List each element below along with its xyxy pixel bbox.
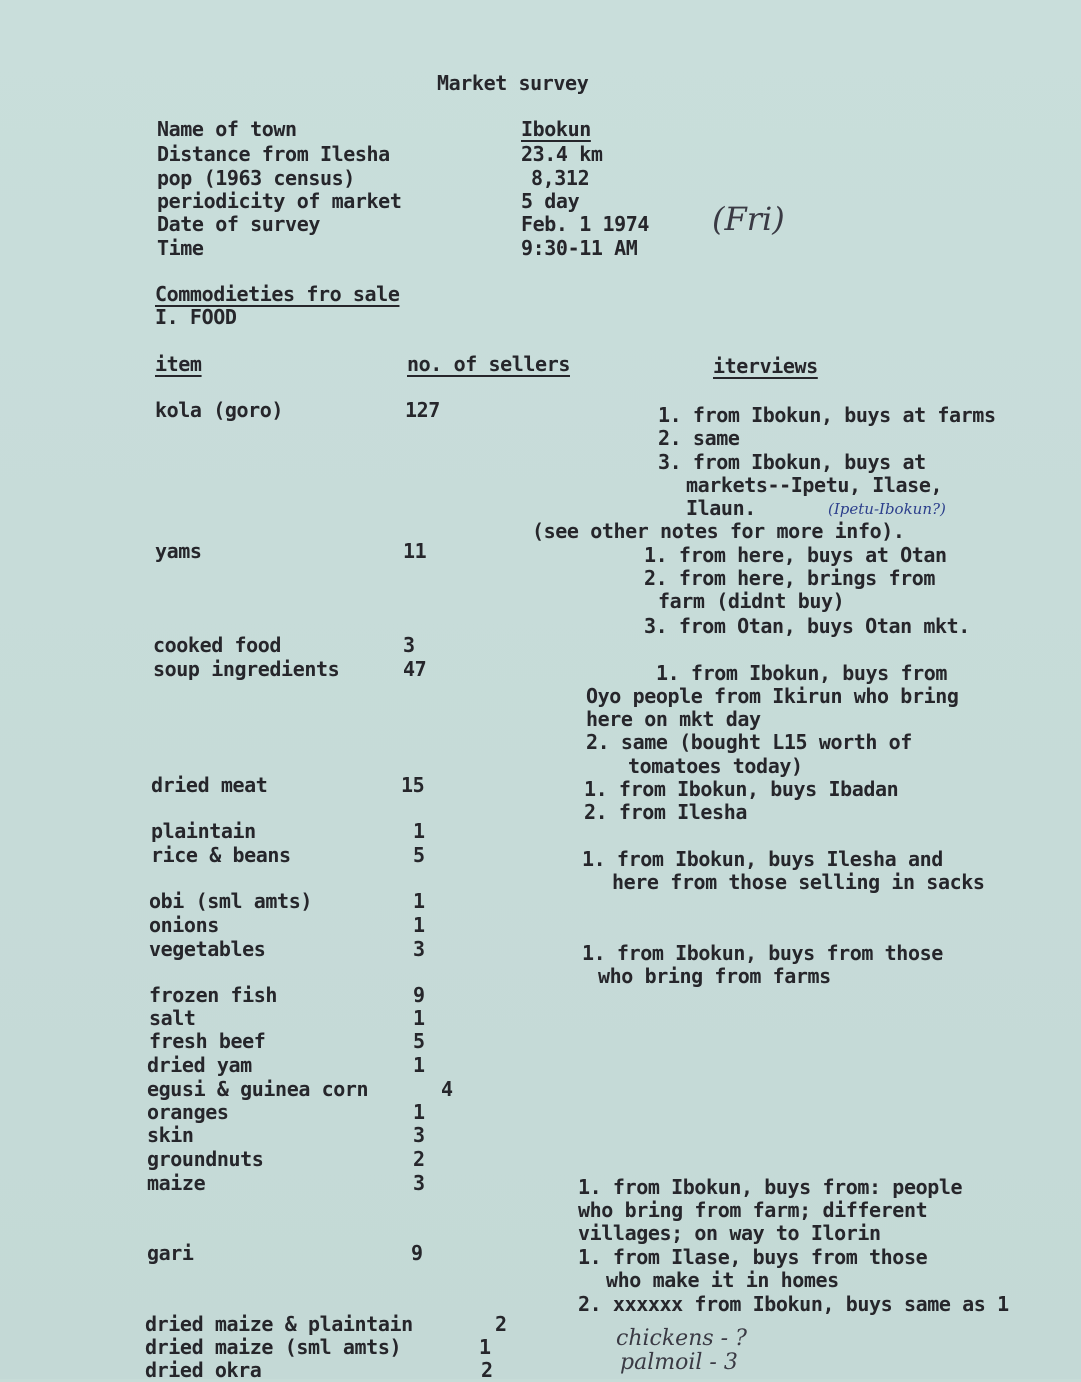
table-row-item: egusi & guinea corn (147, 1077, 369, 1101)
periodicity-value: 5 day (521, 189, 580, 213)
column-header-interviews: iterviews (713, 354, 818, 378)
interview-line: 2. from Ilesha (584, 800, 747, 824)
column-header-sellers: no. of sellers (407, 352, 570, 376)
pop-value: 8,312 (531, 166, 590, 190)
table-row-sellers: 2 (495, 1312, 507, 1336)
table-row-sellers: 1 (413, 1006, 425, 1030)
table-row-item: frozen fish (149, 983, 278, 1007)
table-row-item: soup ingredients (153, 657, 340, 681)
date-value: Feb. 1 1974 (521, 212, 650, 236)
table-row-sellers: 1 (413, 1053, 425, 1077)
interview-line: 3. from Ibokun, buys at (658, 450, 926, 474)
interview-line: 2. from here, brings from (644, 566, 936, 590)
interview-line: 1. from Ibokun, buys Ilesha and (582, 847, 943, 871)
interview-line: Oyo people from Ikirun who bring (586, 684, 959, 708)
table-row-item: maize (147, 1171, 206, 1195)
table-row-item: obi (sml amts) (149, 889, 312, 913)
table-row-sellers: 3 (413, 1123, 425, 1147)
table-row-sellers: 1 (413, 889, 425, 913)
interview-line: markets--Ipetu, Ilase, (686, 473, 943, 497)
page-title: Market survey (437, 71, 589, 95)
table-row-item: groundnuts (147, 1147, 264, 1171)
table-row-item: cooked food (153, 633, 282, 657)
interview-line: here on mkt day (586, 707, 761, 731)
periodicity-label: periodicity of market (157, 189, 402, 213)
table-row-item: dried okra (145, 1358, 262, 1382)
table-row-item: yams (155, 539, 202, 563)
interview-line: 1. from Ibokun, buys from (656, 661, 948, 685)
table-row-sellers: 9 (411, 1241, 423, 1265)
column-header-item: item (155, 352, 202, 376)
table-row-sellers: 47 (403, 657, 427, 681)
date-label: Date of survey (157, 212, 320, 236)
table-row-sellers: 1 (413, 913, 425, 937)
interview-line: 2. xxxxxx from Ibokun, buys same as 1 (578, 1292, 1009, 1316)
interview-line: (see other notes for more info). (532, 519, 905, 543)
interview-line: who bring from farm; different (578, 1198, 928, 1222)
table-row-sellers: 5 (413, 843, 425, 867)
interview-line: Ilaun. (686, 496, 756, 520)
table-row-item: onions (149, 913, 219, 937)
interview-line: 2. same (658, 426, 740, 450)
table-row-item: salt (149, 1006, 196, 1030)
table-row-item: dried maize (sml amts) (145, 1335, 402, 1359)
table-row-item: fresh beef (149, 1029, 266, 1053)
table-row-sellers: 11 (403, 539, 427, 563)
table-row-item: dried yam (147, 1053, 252, 1077)
time-value: 9:30-11 AM (521, 236, 638, 260)
time-label: Time (157, 236, 204, 260)
interview-line: who make it in homes (606, 1268, 839, 1292)
interview-line: farm (didnt buy) (658, 589, 845, 613)
table-row-sellers: 3 (403, 633, 415, 657)
table-row-item: rice & beans (151, 843, 291, 867)
table-row-sellers: 4 (441, 1077, 453, 1101)
handwritten-note-chickens: chickens - ? (616, 1326, 747, 1351)
interview-line: 2. same (bought L15 worth of (586, 730, 912, 754)
interview-line: villages; on way to Ilorin (578, 1221, 881, 1245)
table-row-sellers: 2 (413, 1147, 425, 1171)
pop-label: pop (1963 census) (157, 166, 355, 190)
interview-line: who bring from farms (598, 964, 831, 988)
town-value: Ibokun (521, 117, 591, 141)
table-row-sellers: 1 (413, 819, 425, 843)
table-row-sellers: 1 (413, 1100, 425, 1124)
town-label: Name of town (157, 117, 297, 141)
table-row-sellers: 3 (413, 937, 425, 961)
interview-line: 1. from Ibokun, buys Ibadan (584, 777, 899, 801)
date-note-handwritten: (Fri) (712, 200, 785, 238)
distance-value: 23.4 km (521, 142, 603, 166)
table-row-sellers: 15 (401, 773, 425, 797)
table-row-sellers: 3 (413, 1171, 425, 1195)
interview-line: 1. from Ibokun, buys from: people (578, 1175, 963, 1199)
table-row-item: gari (147, 1241, 194, 1265)
interview-line: 1. from Ibokun, buys at farms (658, 403, 996, 427)
interview-line: here from those selling in sacks (612, 870, 985, 894)
table-row-item: dried maize & plaintain (145, 1312, 413, 1336)
handwritten-note-palmoil: palmoil - 3 (620, 1350, 738, 1375)
interview-line: tomatoes today) (628, 754, 803, 778)
table-row-sellers: 9 (413, 983, 425, 1007)
ipetu-handwritten-note: (Ipetu-Ibokun?) (828, 500, 946, 518)
section-food: I. FOOD (155, 305, 237, 329)
table-row-sellers: 127 (405, 398, 440, 422)
table-row-sellers: 5 (413, 1029, 425, 1053)
interview-line: 1. from Ilase, buys from those (578, 1245, 928, 1269)
table-row-item: plaintain (151, 819, 256, 843)
table-row-sellers: 2 (481, 1358, 493, 1382)
interview-line: 3. from Otan, buys Otan mkt. (644, 614, 970, 638)
table-row-item: kola (goro) (155, 398, 284, 422)
distance-label: Distance from Ilesha (157, 142, 390, 166)
table-row-sellers: 1 (479, 1335, 491, 1359)
table-row-item: vegetables (149, 937, 266, 961)
table-row-item: dried meat (151, 773, 268, 797)
interview-line: 1. from Ibokun, buys from those (582, 941, 943, 965)
interview-line: 1. from here, buys at Otan (644, 543, 947, 567)
table-row-item: oranges (147, 1100, 229, 1124)
table-row-item: skin (147, 1123, 194, 1147)
commodities-heading: Commodieties fro sale (155, 282, 400, 306)
